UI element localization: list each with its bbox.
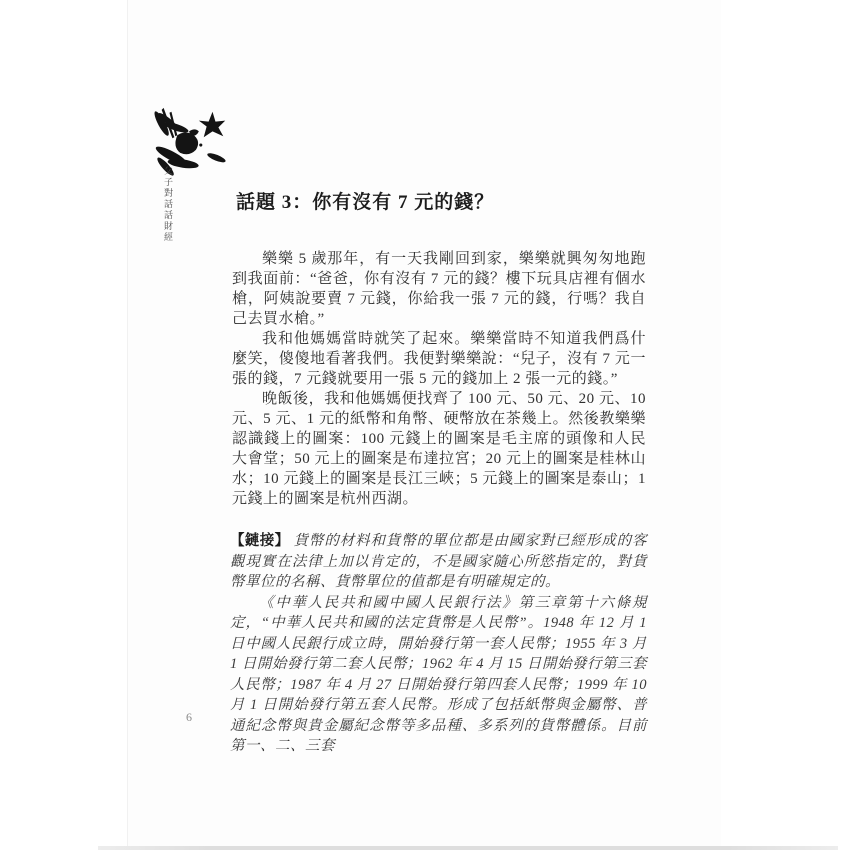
page-number: 6 <box>186 710 192 724</box>
story-paragraph: 我和他媽媽當時就笑了起來。樂樂當時不知道我們爲什麼笑，傻傻地看著我們。我便對樂樂說：“兒子，沒有 7 元一張的錢，7 元錢就要用一張 5 元的錢加上 2 張一元的錢。” <box>232 331 646 387</box>
link-paragraph-intro <box>230 531 647 593</box>
story-paragraph: 晚飯後，我和他媽媽便找齊了 100 元、50 元、20 元、10 元、5 元、1 元的紙幣和角幣、硬幣放在茶幾上。然後教樂樂認識錢上的圖案：100 元錢上的圖案是毛主席的頭像和人民大會堂；50 元上的圖案是布達拉宮；20 元上的圖案是桂林山水；10 元錢上的圖案是長江三峽；5 元錢上的圖案是泰山；1 元錢上的圖案是杭州西湖。 <box>232 391 646 507</box>
link-section-label: 【鏈接】 <box>230 533 290 549</box>
series-title-vertical: 父子對話話財經 <box>163 166 173 243</box>
chapter-heading: 話題 3：你有沒有 7 元的錢？ <box>236 192 495 213</box>
story-paragraph: 樂樂 5 歲那年，有一天我剛回到家，樂樂就興匆匆地跑到我面前：“爸爸，你有沒有 7 元的錢？樓下玩具店裡有個水槍，阿姨說要賣 7 元錢，你給我一張 7 元的錢，行嗎？我自己去買水槍。” <box>232 251 646 327</box>
story-body <box>232 249 646 509</box>
scan-bottom-edge <box>98 846 838 850</box>
link-intro-text: 貨幣的材料和貨幣的單位都是由國家對已經形成的客觀現實在法律上加以肯定的，不是國家隨心所慾指定的，對貨幣單位的名稱、貨幣單位的值都是有明確規定的。 <box>230 533 648 590</box>
ink-plant-logo-icon <box>142 102 240 192</box>
link-paragraph-body: 《中華人民共和國中國人民銀行法》第三章第十六條規定，“中華人民共和國的法定貨幣是人民幣”。1948 年 12 月 1 日中國人民銀行成立時，開始發行第一套人民幣；1955 年 3 月 1 日開始發行第二套人民幣；1962 年 4 月 15 日開始發行第三套人民幣；1987 年 4 月 27 日開始發行第四套人民幣；1999 年 10 月 1 日開始發行第五套人民幣。形成了包括紙幣與金屬幣、普通紀念幣與貴金屬紀念幣等多品種、多系列的貨幣體係。目前第一、二、三套 <box>230 594 647 754</box>
link-section <box>230 531 647 757</box>
